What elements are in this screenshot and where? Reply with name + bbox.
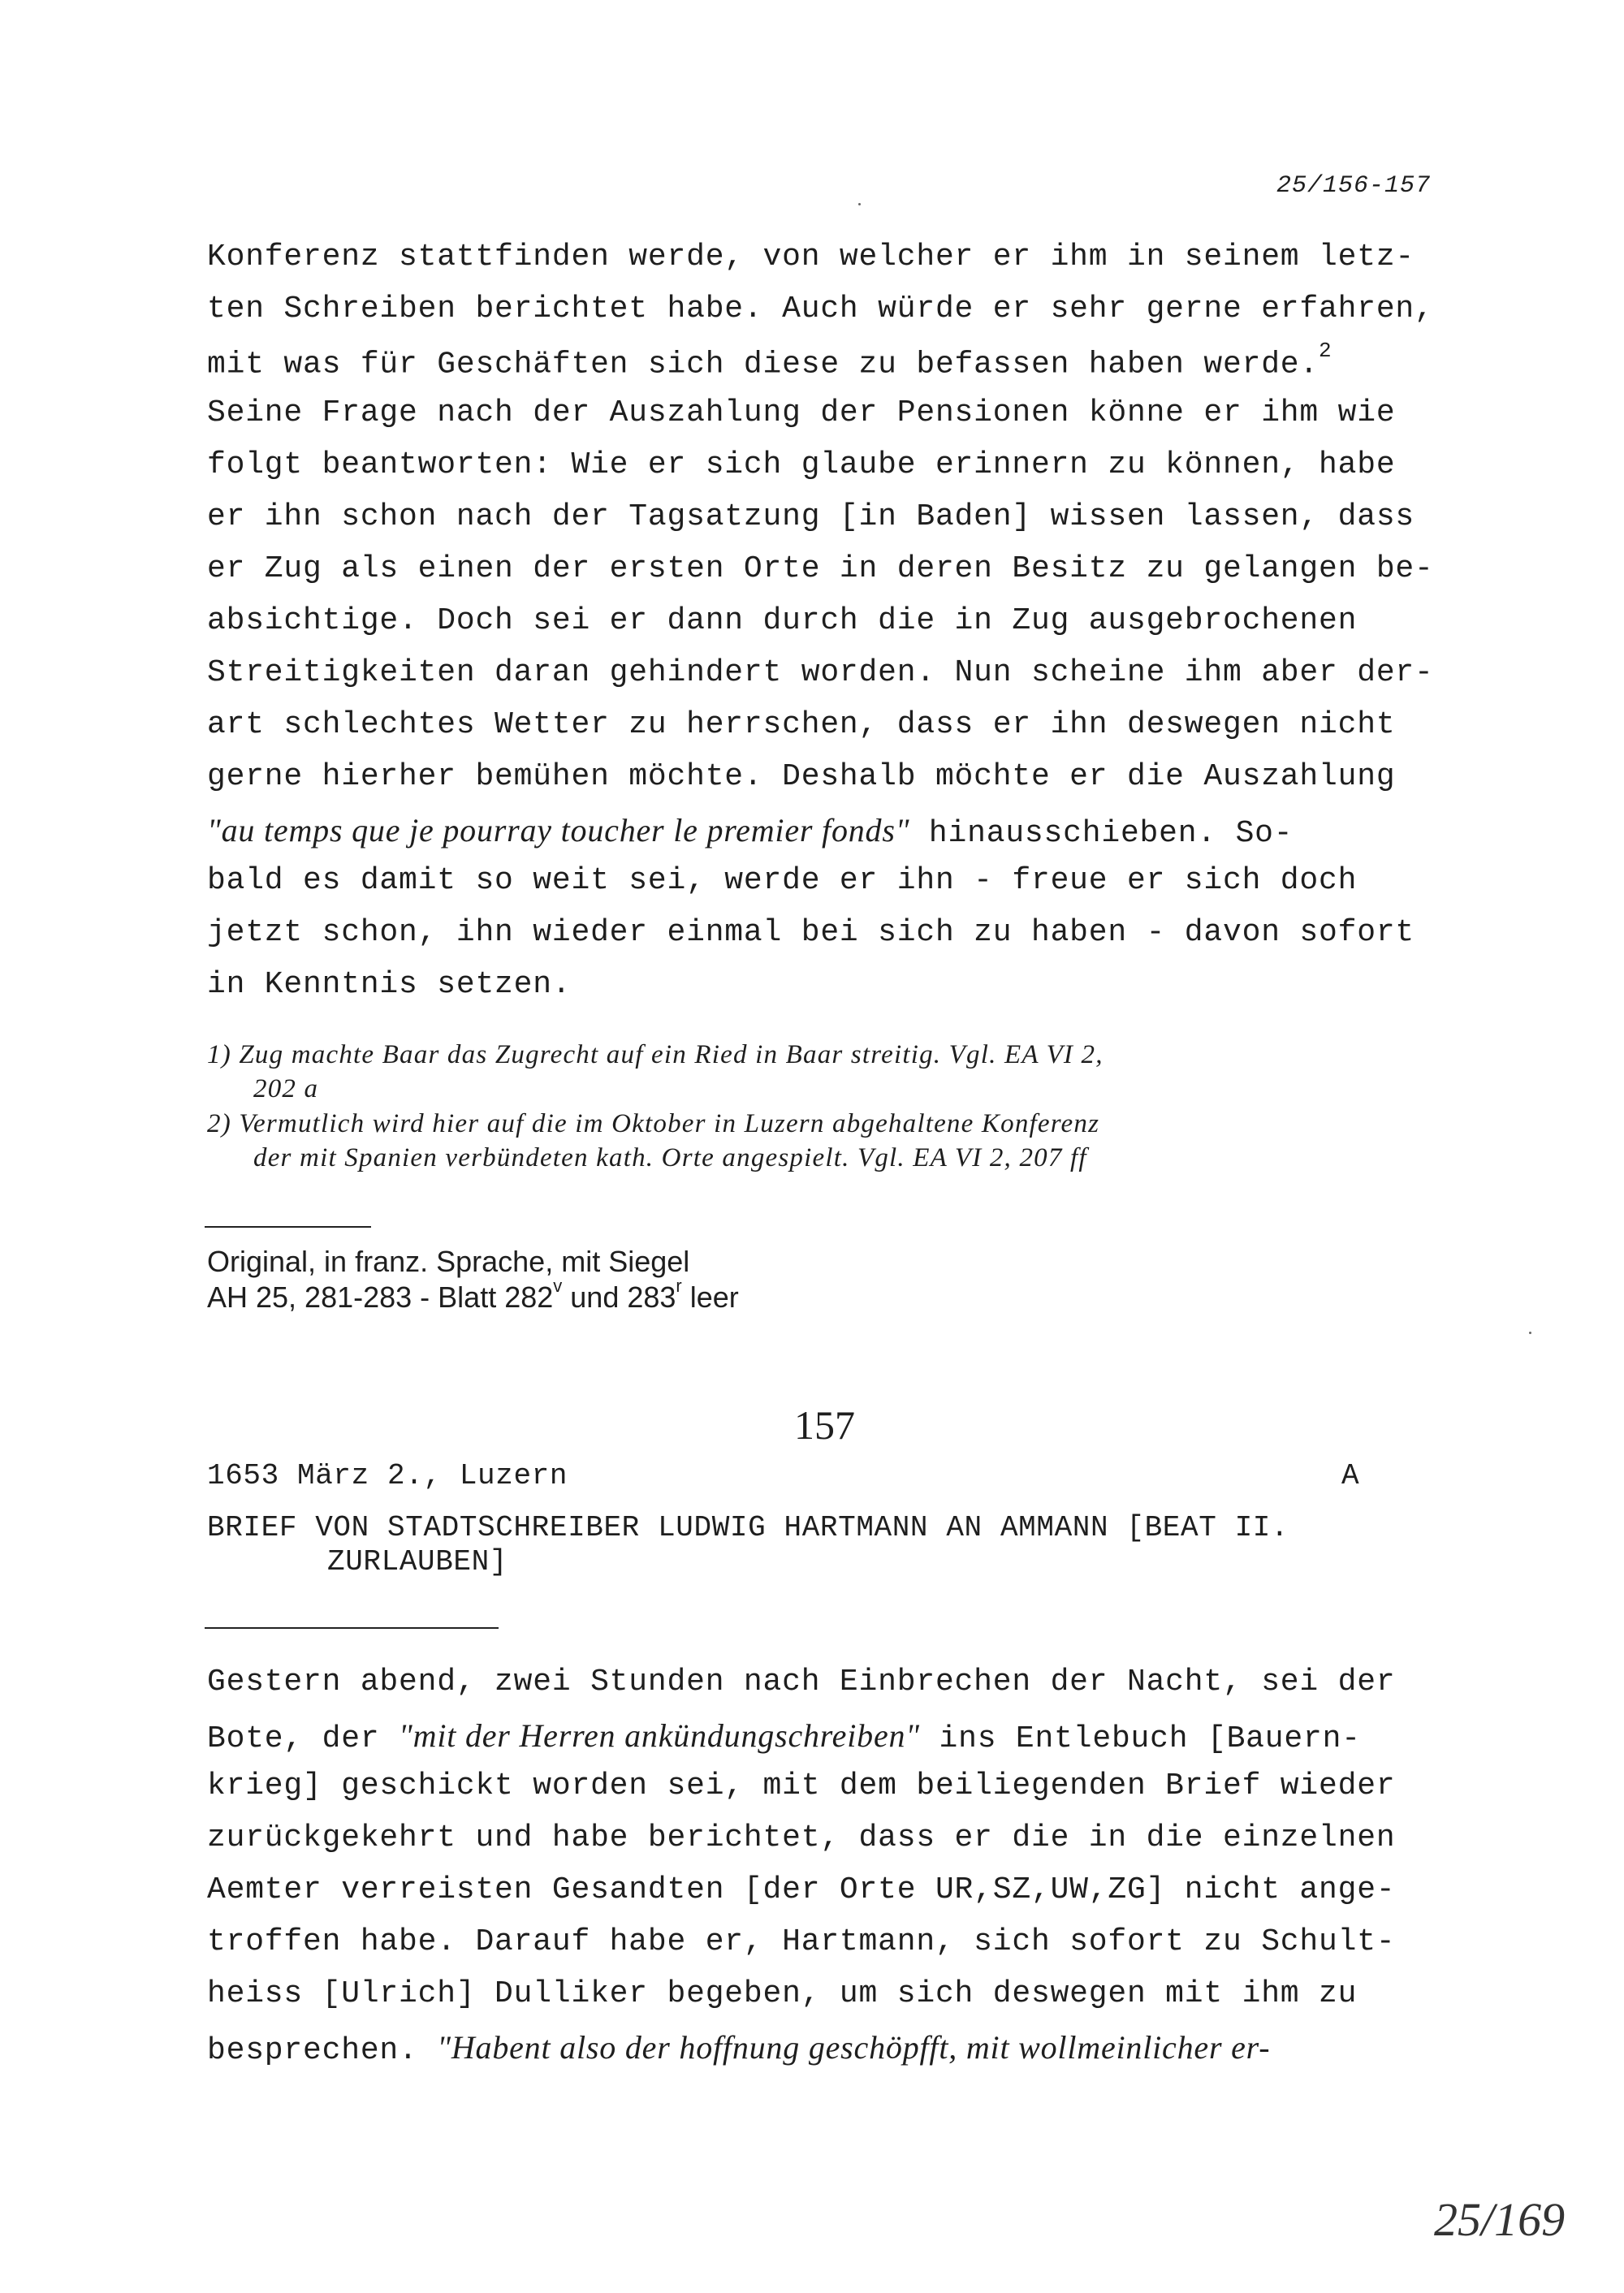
separator-rule [205,1226,371,1228]
text-line [207,811,1293,851]
text-line [207,2028,1270,2068]
text-line: Seine Frage nach der Auszahlung der Pensionen könne er ihm wie [207,395,1396,430]
separator-rule [205,1627,499,1629]
document-number: 157 [794,1402,855,1448]
text-line: jetzt schon, ihn wieder einmal bei sich zu haben - davon sofort [207,915,1415,950]
french-quote: "au temps que je pourray toucher le premier fonds" [207,812,910,849]
quote: "Habent also der hoffnung geschöpfft, mit wollmeinlicher er- [437,2029,1271,2066]
text-line: er Zug als einen der ersten Orte in deren Besitz zu gelangen be- [207,551,1434,586]
page-reference: 25/156-157 [1276,172,1431,200]
text-line: zurückgekehrt und habe berichtet, dass er die in die einzelnen [207,1820,1396,1855]
text-line: in Kenntnis setzen. [207,967,572,1002]
letter-type: A [1341,1459,1360,1492]
text-segment: ins Entlebuch [Bauern- [919,1721,1361,1756]
footnote-ref: 2 [1319,339,1332,363]
text-line [207,339,1332,382]
date-place: 1653 März 2., Luzern [207,1459,568,1492]
source-segment: leer [681,1280,739,1314]
footnote-2: 2) Vermutlich wird hier auf die im Oktober in Luzern abgehaltene Konferenz [207,1109,1100,1138]
text-line: folgt beantworten: Wie er sich glaube erinnern zu können, habe [207,447,1396,482]
source-line-2 [207,1276,739,1315]
footnote-1-cont: 202 a [253,1074,319,1103]
text-line: troffen habe. Darauf habe er, Hartmann, sich sofort zu Schult- [207,1924,1396,1959]
text-line: Gestern abend, zwei Stunden nach Einbrechen der Nacht, sei der [207,1665,1396,1699]
source-segment: und 283 [562,1280,676,1314]
text-segment: Bote, der [207,1721,400,1756]
handwritten-archive-number: 25/169 [1434,2193,1566,2246]
text-line: absichtige. Doch sei er dann durch die in Zug ausgebrochenen [207,603,1358,638]
text-line: bald es damit so weit sei, werde er ihn - freue er sich doch [207,863,1358,898]
scan-speck [858,203,861,205]
text-line: ten Schreiben berichtet habe. Auch würde er sehr gerne erfahren, [207,291,1434,326]
letter-title: BRIEF VON STADTSCHREIBER LUDWIG HARTMANN AN AMMANN [BEAT II. [207,1511,1289,1544]
text-line: heiss [Ulrich] Dulliker begeben, um sich deswegen mit ihm zu [207,1976,1358,2011]
source-segment: AH 25, 281-283 - Blatt 282 [207,1280,554,1314]
text-segment: besprechen. [207,2033,438,2068]
text-line: Konferenz stattfinden werde, von welcher er ihm in seinem letz- [207,240,1415,274]
text-segment: mit was für Geschäften sich diese zu befassen haben werde. [207,347,1320,382]
text-line: art schlechtes Wetter zu herrschen, dass er ihn deswegen nicht [207,707,1396,742]
verso-mark: v [553,1276,563,1296]
text-line: krieg] geschickt worden sei, mit dem beiliegenden Brief wieder [207,1768,1396,1803]
letter-title-cont: ZURLAUBEN] [327,1545,508,1578]
footnote-1: 1) Zug machte Baar das Zugrecht auf ein Ried in Baar streitig. Vgl. EA VI 2, [207,1040,1104,1069]
quote: "mit der Herren ankündungschreiben" [399,1717,920,1754]
footnote-2-cont: der mit Spanien verbündeten kath. Orte angespielt. Vgl. EA VI 2, 207 ff [253,1143,1087,1172]
recto-mark: r [676,1276,682,1296]
text-line: er ihn schon nach der Tagsatzung [in Baden] wissen lassen, dass [207,499,1415,534]
scan-speck [1529,1332,1531,1334]
text-segment: hinausschieben. So- [909,816,1294,851]
source-line-1: Original, in franz. Sprache, mit Siegel [207,1245,690,1278]
text-line: gerne hierher bemühen möchte. Deshalb möchte er die Auszahlung [207,759,1396,794]
text-line: Aemter verreisten Gesandten [der Orte UR,SZ,UW,ZG] nicht ange- [207,1872,1396,1907]
text-line [207,1717,1361,1756]
text-line: Streitigkeiten daran gehindert worden. Nun scheine ihm aber der- [207,655,1434,690]
